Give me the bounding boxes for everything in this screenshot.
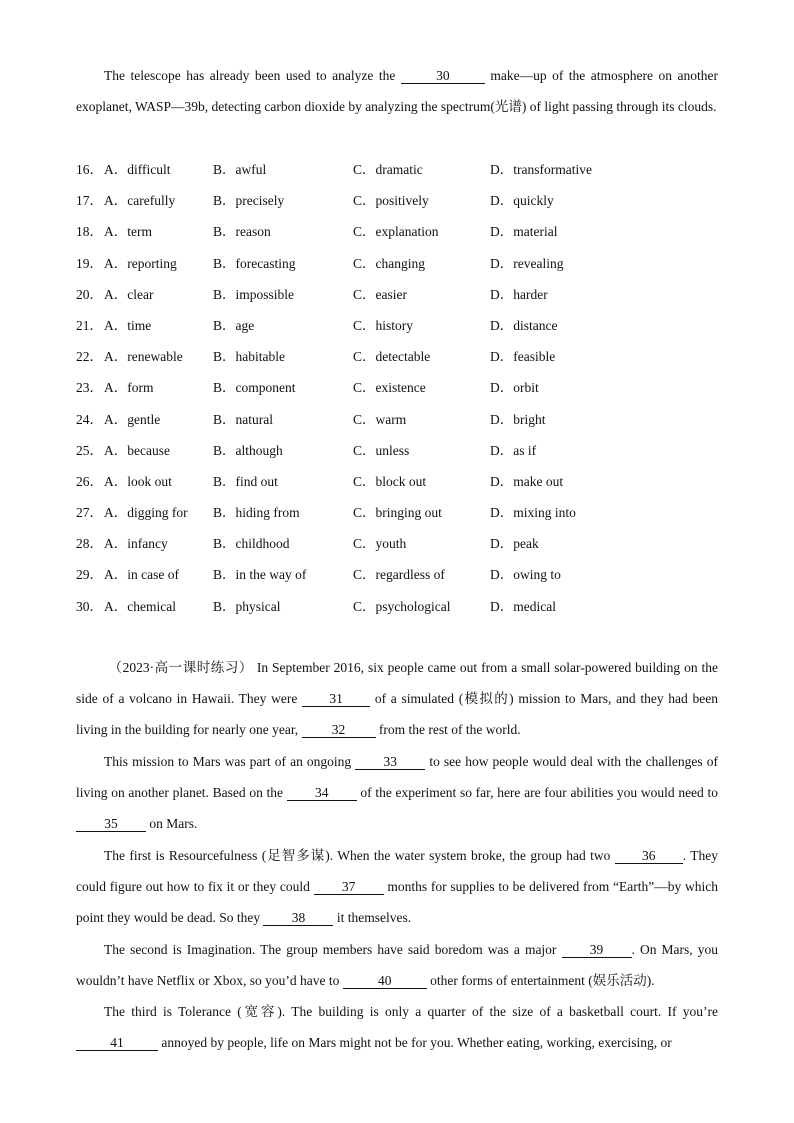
question-row	[76, 248, 736, 279]
question-row	[76, 559, 736, 590]
question-row	[76, 404, 736, 435]
options-list	[76, 154, 736, 622]
option-c: C．youth	[353, 536, 407, 552]
question-number: 23．	[76, 380, 103, 396]
option-b: B．habitable	[213, 349, 285, 365]
question-number: 29．	[76, 567, 103, 583]
question-row	[76, 185, 736, 216]
question-row	[76, 310, 736, 341]
option-b: B．reason	[213, 224, 271, 240]
option-d: D．medical	[490, 598, 556, 614]
option-b: B．component	[213, 380, 296, 396]
option-c: C．history	[353, 317, 414, 333]
option-c: C．positively	[353, 193, 429, 209]
option-d: D．mixing into	[490, 505, 576, 521]
option-b: B．forecasting	[213, 255, 296, 271]
question-number: 26．	[76, 473, 103, 489]
option-d: D．make out	[490, 473, 564, 489]
option-c: C．changing	[353, 255, 425, 271]
option-b: B．hiding from	[213, 505, 300, 521]
option-d: D．as if	[490, 442, 537, 458]
option-b: B．awful	[213, 162, 267, 177]
question-row	[76, 279, 736, 310]
option-a: A．reporting	[104, 255, 177, 271]
option-b: B．natural	[213, 411, 273, 427]
blank-31: 31	[302, 692, 370, 707]
option-b: B．find out	[213, 473, 278, 489]
question-number: 28．	[76, 536, 103, 552]
option-a: A．carefully	[104, 193, 176, 209]
blank-37: 37	[314, 880, 384, 895]
option-c: C．bringing out	[353, 505, 442, 521]
paragraph-1: （2023·高一课时练习） In September 2016, six people came out from a small solar-powered building on the side of a volcano in Hawaii. They were 31 of a simulated (模拟的) mission to Mars, and they had been living in the building for nearly one year, 32 from the rest of the world.	[76, 660, 718, 738]
question-number: 20．	[76, 286, 103, 302]
blank-40: 40	[343, 974, 427, 989]
question-number: 25．	[76, 442, 103, 458]
option-c: C．psychological	[353, 598, 451, 614]
blank-39: 39	[562, 943, 632, 958]
option-d: D．peak	[490, 536, 539, 552]
option-a: A．digging for	[104, 505, 188, 521]
option-c: C．unless	[353, 442, 410, 458]
blank-30: 30	[401, 69, 485, 84]
option-a: A．renewable	[104, 349, 183, 365]
paragraph-2: This mission to Mars was part of an ongoing 33 to see how people would deal with the challenges of living on another planet. Based on the 34 of the experiment so far, here are four abilities you would need to 35 on Mars.	[76, 754, 718, 832]
option-a: A．chemical	[104, 598, 176, 614]
option-d: D．material	[490, 224, 558, 240]
option-c: C．block out	[353, 473, 427, 489]
question-row	[76, 528, 736, 559]
option-c: C．dramatic	[353, 162, 423, 177]
option-d: D．quickly	[490, 193, 554, 209]
option-c: C．regardless of	[353, 567, 445, 583]
question-number: 30．	[76, 598, 103, 614]
option-a: A．infancy	[104, 536, 168, 552]
question-row	[76, 372, 736, 403]
question-number: 19．	[76, 255, 103, 271]
paragraph-3: The first is Resourcefulness (足智多谋). When the water system broke, the group had two 36 . They could figure out how to fix it or they could 37 months for supplies to be delivered from “Earth”—by which point they would be dead. So they 38 it themselves.	[76, 848, 718, 926]
question-row	[76, 216, 736, 247]
option-d: D．orbit	[490, 380, 539, 396]
question-row	[76, 497, 736, 528]
option-b: B．impossible	[213, 286, 295, 302]
option-b: B．childhood	[213, 536, 290, 552]
option-c: C．existence	[353, 380, 426, 396]
option-a: A．because	[104, 442, 170, 458]
question-number: 22．	[76, 349, 103, 365]
question-row	[76, 341, 736, 372]
option-d: D．owing to	[490, 567, 561, 583]
question-row	[76, 154, 736, 185]
blank-32: 32	[302, 723, 376, 738]
blank-36: 36	[615, 849, 683, 864]
option-c: C．easier	[353, 286, 407, 302]
option-a: A．time	[104, 317, 152, 333]
option-b: B．precisely	[213, 193, 285, 209]
option-d: D．harder	[490, 286, 548, 302]
blank-35: 35	[76, 817, 146, 832]
option-b: B．physical	[213, 598, 281, 614]
option-a: A．gentle	[104, 411, 161, 427]
option-a: A．term	[104, 224, 152, 240]
blank-41: 41	[76, 1036, 158, 1051]
option-a: A．clear	[104, 286, 154, 302]
paragraph-5: The third is Tolerance (宽容). The building is only a quarter of the size of a basketball court. If you’re 41 annoyed by people, life on Mars might not be for you. Whether eating, working, exercising, or	[76, 996, 718, 1058]
option-a: A．form	[104, 380, 154, 396]
question-row	[76, 466, 736, 497]
option-d: D．revealing	[490, 255, 564, 271]
option-c: C．detectable	[353, 349, 431, 365]
option-d: D．transformative	[490, 162, 592, 177]
option-a: A．in case of	[104, 567, 179, 583]
question-number: 18．	[76, 224, 103, 240]
option-a: A．difficult	[104, 162, 171, 177]
option-b: B．in the way of	[213, 567, 307, 583]
paragraph-4: The second is Imagination. The group members have said boredom was a major 39 . On Mars, you wouldn’t have Netflix or Xbox, so you’d have to 40 other forms of entertainment (娱乐活动).	[76, 942, 718, 989]
question-number: 27．	[76, 505, 103, 521]
question-number: 21．	[76, 317, 103, 333]
option-d: D．distance	[490, 317, 558, 333]
question-number: 17．	[76, 193, 103, 209]
paragraph-intro: The telescope has already been used to analyze the 30 make—up of the atmosphere on another exoplanet, WASP—39b, detecting carbon dioxide by analyzing the spectrum(光谱) of light passing through its clouds.	[76, 68, 718, 115]
option-b: B．age	[213, 317, 255, 333]
option-a: A．look out	[104, 473, 172, 489]
option-c: C．warm	[353, 411, 407, 427]
source-label: （2023·高一课时练习）	[108, 660, 253, 675]
blank-38: 38	[263, 911, 333, 926]
option-b: B．although	[213, 442, 283, 458]
option-c: C．explanation	[353, 224, 439, 240]
option-d: D．feasible	[490, 349, 556, 365]
blank-33: 33	[355, 755, 425, 770]
question-row	[76, 435, 736, 466]
option-d: D．bright	[490, 411, 546, 427]
blank-34: 34	[287, 786, 357, 801]
question-row	[76, 591, 736, 622]
question-number: 16．	[76, 162, 103, 177]
question-number: 24．	[76, 411, 103, 427]
